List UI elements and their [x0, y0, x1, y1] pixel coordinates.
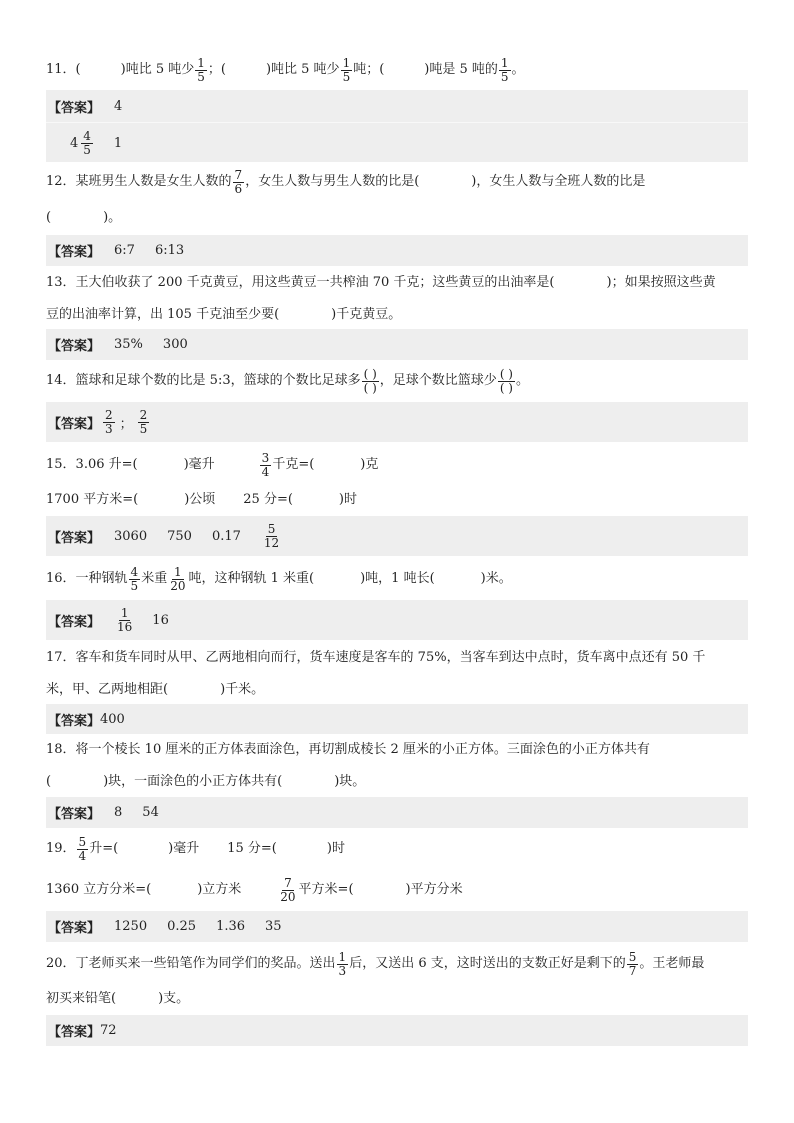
question-13: 13．王大伯收获了 200 千克黄豆，用这些黄豆一共榨油 70 千克；这些黄豆的出油率是( )；如果按照这些黄 豆的出油率计算，出 105 千克油至少要( )千克黄豆。	[46, 275, 716, 322]
answer-label: 【答案】	[48, 713, 101, 729]
answer-20: 【答案】 72	[46, 1015, 748, 1046]
answer-15: 【答案】 3060 750 0.17 $\frac{5}{12}$	[46, 516, 748, 556]
question-14: 14．篮球和足球个数的比是 5:3，篮球的个数比足球多 $\frac{( )}{( )}$ ，足球个数比篮球少 $\frac{( )}{( )}$ 。	[46, 366, 530, 395]
question-19: 19． $\frac{5}{4}$ 升=( )毫升 15 分=( )时 1360 立方分米=( )立方米 $\frac{7}{20}$ 平方米=( )平方分米	[46, 834, 463, 904]
question-17: 17．客车和货车同时从甲、乙两地相向而行，货车速度是客车的 75%，当客车到达中点时，货车离中点还有 50 千 米，甲、乙两地相距( )千米。	[46, 650, 706, 697]
fraction: $\frac{1}{5}$	[342, 55, 351, 84]
fraction: $\frac{1}{16}$	[117, 605, 133, 634]
answer-14: 【答案】 $\frac{2}{3}$ ； $\frac{2}{5}$	[46, 402, 748, 442]
mixed-number: 4 $\frac{4}{5}$	[70, 128, 91, 157]
answer-label: 【答案】	[48, 416, 101, 432]
blank-fraction: $\frac{( )}{( )}$	[363, 366, 377, 395]
answer-label: 【答案】	[48, 245, 101, 260]
fraction: $\frac{1}{3}$	[338, 949, 347, 978]
question-15: 15．3.06 升=( )毫升 $\frac{3}{4}$ 千克=( )克 1700 平方米=( )公顷 25 分=( )时	[46, 450, 379, 507]
answer-label: 【答案】	[48, 921, 101, 936]
fraction: $\frac{1}{20}$	[170, 564, 186, 593]
answer-11: 【答案】 4 4 $\frac{4}{5}$ 1	[46, 90, 748, 162]
fraction: $\frac{1}{5}$	[197, 55, 205, 84]
fraction: $\frac{4}{5}$	[130, 564, 139, 593]
answer-17: 【答案】 400	[46, 704, 748, 734]
fraction: $\frac{7}{20}$	[280, 875, 296, 904]
fraction: $\frac{2}{3}$	[105, 407, 113, 436]
answer-18: 【答案】 8 54	[46, 797, 748, 828]
question-20: 20．丁老师买来一些铅笔作为同学们的奖品。送出 $\frac{1}{3}$ 后，又送出 6 支，这时送出的支数正好是剩下的 $\frac{5}{7}$ 。王老师最 初买来铅笔( )支。	[46, 949, 705, 1006]
answer-12: 【答案】 6:7 6:13	[46, 235, 748, 266]
blank-fraction: $\frac{( )}{( )}$	[499, 366, 513, 395]
fraction: $\frac{2}{5}$	[139, 407, 148, 436]
fraction: $\frac{5}{12}$	[263, 521, 280, 550]
question-18: 18．将一个棱长 10 厘米的正方体表面涂色，再切割成棱长 2 厘米的小正方体。三面涂色的小正方体共有 ( )块，一面涂色的小正方体共有( )块。	[46, 742, 650, 789]
fraction: $\frac{5}{7}$	[628, 949, 637, 978]
answer-label: 【答案】	[48, 530, 101, 546]
question-12: 12．某班男生人数是女生人数的 $\frac{7}{6}$ ，女生人数与男生人数的比是( )，女生人数与全班人数的比是 ( )。	[46, 167, 646, 225]
question-number: 11．	[46, 62, 76, 77]
fraction: $\frac{3}{4}$	[261, 450, 270, 479]
answer-13: 【答案】 35% 300	[46, 329, 748, 360]
answer-label: 【答案】	[48, 1025, 101, 1040]
question-11: 11． ( )吨比 5 吨少 $\frac{1}{5}$ ；( )吨比 5 吨少 $\frac{1}{5}$ 吨；( )吨是 5 吨的 $\frac{1}{5}$ 。	[46, 55, 525, 84]
answer-label: 【答案】	[48, 339, 101, 354]
answer-19: 【答案】 1250 0.25 1.36 35	[46, 911, 748, 942]
fraction: $\frac{1}{5}$	[500, 55, 509, 84]
answer-16: 【答案】 $\frac{1}{16}$ 16	[46, 600, 748, 640]
fraction: $\frac{7}{6}$	[234, 167, 243, 196]
answer-label: 【答案】	[48, 807, 101, 822]
answer-label: 【答案】	[48, 100, 101, 116]
answer-label: 【答案】	[48, 614, 101, 630]
question-16: 16．一种钢轨 $\frac{4}{5}$ 米重 $\frac{1}{20}$ 吨，这种钢轨 1 米重( )吨，1 吨长( )米。	[46, 564, 512, 593]
fraction: $\frac{5}{4}$	[78, 834, 87, 863]
